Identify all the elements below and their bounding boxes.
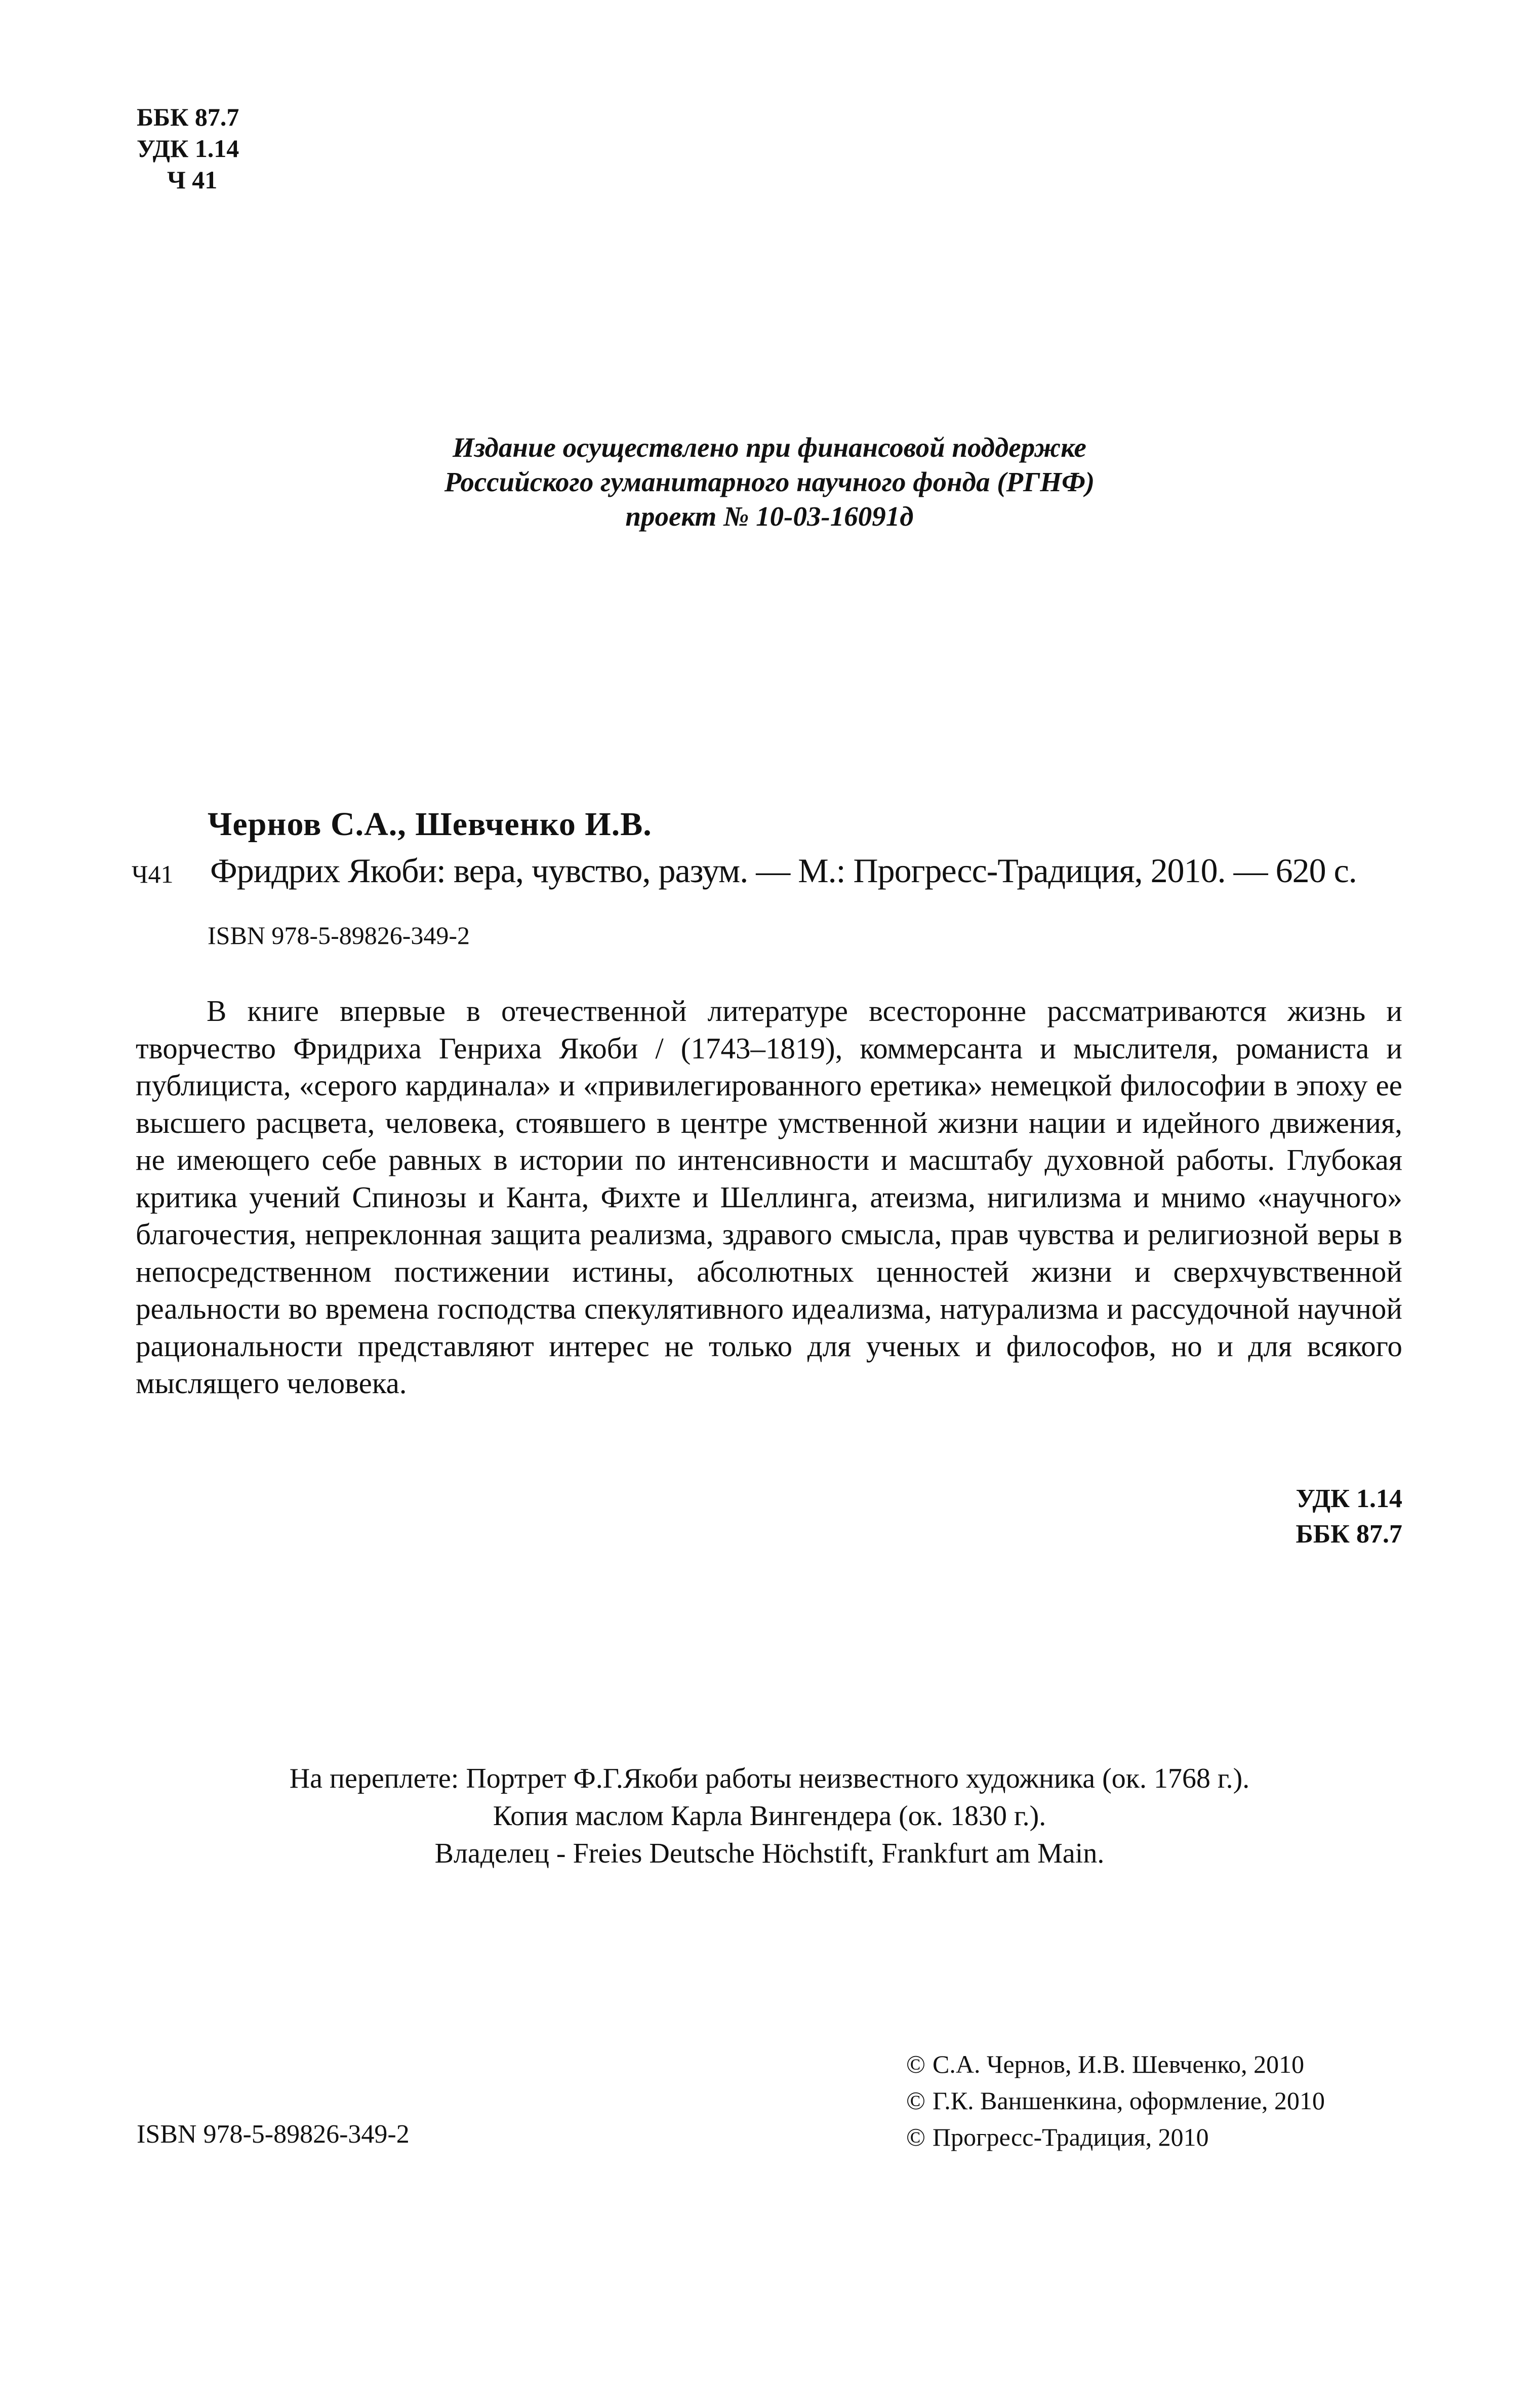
copyright-icon: © [906, 2050, 925, 2078]
copyright-text: Г.К. Ваншенкина, оформление, 2010 [933, 2086, 1325, 2115]
copyright-icon: © [906, 2086, 925, 2115]
funding-line-2: Российского гуманитарного научного фонда (РГНФ) [444, 466, 1095, 497]
bbk-code: ББК 87.7 [137, 103, 239, 131]
cover-note-line-1: На переплете: Портрет Ф.Г.Якоби работы неизвестного художника (ок. 1768 г.). [289, 1763, 1250, 1794]
udk-code: УДК 1.14 [137, 134, 239, 163]
funding-line-3: проект № 10-03-16091д [625, 501, 914, 532]
bibliographic-code: Ч41 [132, 860, 174, 888]
cover-note [0, 1760, 1539, 1872]
cover-note-line-2: Копия маслом Карла Вингендера (ок. 1830 г.). [493, 1800, 1046, 1832]
isbn-bottom: ISBN 978-5-89826-349-2 [137, 2120, 410, 2149]
copyright-text: Прогресс-Традиция, 2010 [933, 2123, 1209, 2151]
copyright-icon: © [906, 2123, 925, 2151]
udk-code-right: УДК 1.14 [1295, 1484, 1402, 1513]
bibliographic-record: Фридрих Якоби: вера, чувство, разум. — М.: Прогресс-Традиция, 2010. — 620 с. [210, 851, 1357, 890]
isbn-top: ISBN 978-5-89826-349-2 [208, 921, 470, 950]
bbk-code-right: ББК 87.7 [1295, 1520, 1402, 1549]
funding-note [0, 430, 1539, 534]
authors-heading: Чернов С.А., Шевченко И.В. [208, 806, 652, 843]
funding-line-1: Издание осуществлено при финансовой поддержке [453, 432, 1086, 463]
author-mark: Ч 41 [167, 166, 218, 194]
cover-note-line-3: Владелец - Freies Deutsche Höchstift, Frankfurt am Main. [434, 1838, 1105, 1869]
copyright-line [906, 2046, 1325, 2082]
index-codes-right [1296, 1481, 1402, 1552]
copyright-line [906, 2119, 1325, 2155]
copyright-text: С.А. Чернов, И.В. Шевченко, 2010 [933, 2050, 1305, 2078]
classification-block [137, 101, 239, 195]
annotation-paragraph: В книге впервые в отечественной литературе всесторонне рассматриваются жизнь и творчество Фридриха Генриха Якоби / (1743–1819), коммерсанта и мыслителя, романиста и публициста, «серого кардинала» и «привилегированного еретика» немецкой философии в эпоху ее высшего расцвета, человека, стоявшего в центре умственной жизни нации и идейного движения, не имеющего себе равных в истории по интенсивности и масштабу духовной работы. Глубокая критика учений Спинозы и Канта, Фихте и Шеллинга, атеизма, нигилизма и мнимо «научного» благочестия, непреклонная защита реализма, здравого смысла, прав чувства и религиозной веры в непосредственном постижении истины, абсолютных ценностей жизни и сверхчувственной реальности во времена господства спекулятивного идеализма, натурализма и рассудочной научной рациональности представляют интерес не только для ученых и философов, но и для всякого мыслящего человека. [136, 994, 1402, 1400]
copyright-block [906, 2046, 1325, 2155]
copyright-line [906, 2082, 1325, 2119]
